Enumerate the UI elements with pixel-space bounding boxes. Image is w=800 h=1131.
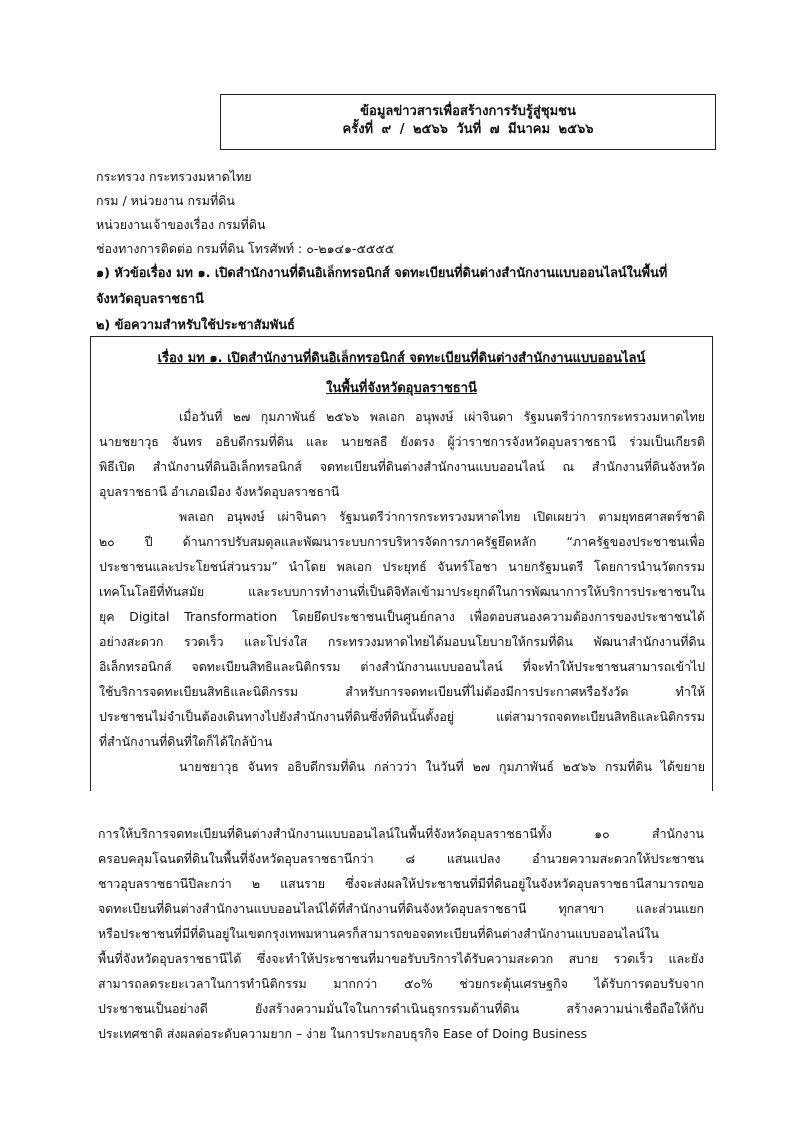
body-line: พื้นที่จังหวัดอุบลราชธานีได้ ซึ่งจะทำให้ประชาชนที่มาขอรับบริการได้รับความสะดวก สบาย รวดเร็ว และยัง bbox=[98, 951, 704, 966]
body-line: จดทะเบียนที่ดินต่างสำนักงานแบบออนไลน์ได้ที่สำนักงานที่ดินจังหวัดอุบลราชธานี ทุกสาขา และส่วนแยก bbox=[98, 901, 704, 916]
meta-ministry: กระทรวง กระทรวงมหาดไทย bbox=[96, 169, 252, 184]
body-line: ครอบคลุมโฉนดที่ดินในพื้นที่จังหวัดอุบลราชธานีกว่า ๘ แสนแปลง อำนวยความสะดวกให้ประชาชน bbox=[98, 851, 704, 866]
body-line: อุบลราชธานี อำเภอเมือง จังหวัดอุบลราชธานี bbox=[99, 484, 340, 499]
meta-department: กรม / หน่วยงาน กรมที่ดิน bbox=[96, 193, 235, 208]
pr-section-heading: ๒) ข้อความสำหรับใช้ประชาสัมพันธ์ bbox=[96, 318, 295, 333]
body-line: สามารถลดระยะเวลาในการทำนิติกรรม มากกว่า ๕๐% ช่วยกระตุ้นเศรษฐกิจ ได้รับการตอบรับจาก bbox=[98, 976, 704, 991]
pr-title: เรื่อง มท ๑. เปิดสำนักงานที่ดินอิเล็กทรอนิกส์ จดทะเบียนที่ดินต่างสำนักงานแบบออนไลน์ bbox=[157, 351, 646, 366]
body-line: เมื่อวันที่ ๒๗ กุมภาพันธ์ ๒๕๖๖ พลเอก อนุพงษ์ เผ่าจินดา รัฐมนตรีว่าการกระทรวงมหาดไทย bbox=[179, 409, 705, 424]
body-line: เทคโนโลยีที่ทันสมัย และระบบการทำงานที่เป็นดิจิทัลเข้ามาประยุกต์ในการพัฒนาการให้บริการประชาชนใน bbox=[99, 584, 705, 599]
body-line: นายชยาวุธ จันทร อธิบดีกรมที่ดิน กล่าวว่า ในวันที่ ๒๗ กุมภาพันธ์ ๒๕๖๖ กรมที่ดิน ได้ขยาย bbox=[179, 759, 705, 774]
body-line: การให้บริการจดทะเบียนที่ดินต่างสำนักงานแบบออนไลน์ในพื้นที่จังหวัดอุบลราชธานีทั้ง ๑๐ สำนักงาน bbox=[98, 826, 704, 841]
header-box bbox=[220, 94, 716, 150]
body-line: ยุค Digital Transformation โดยยึดประชาชนเป็นศูนย์กลาง เพื่อตอบสนองความต้องการของประชาชนได้ bbox=[99, 609, 705, 624]
body-line: ๒๐ ปี ด้านการปรับสมดุลและพัฒนาระบบการบริหารจัดการภาครัฐยึดหลัก “ภาครัฐของประชาชนเพื่อ bbox=[99, 534, 705, 549]
pr-text-box bbox=[90, 336, 713, 791]
body-line: พลเอก อนุพงษ์ เผ่าจินดา รัฐมนตรีว่าการกระทรวงมหาดไทย เปิดเผยว่า ตามยุทธศาสตร์ชาติ bbox=[179, 509, 705, 524]
meta-contact: ช่องทางการติดต่อ กรมที่ดิน โทรศัพท์ : ๐-๒๑๔๑-๕๕๕๕ bbox=[96, 241, 395, 256]
body-line: ประเทศชาติ ส่งผลต่อระดับความยาก – ง่าย ในการประกอบธุรกิจ Ease of Doing Business bbox=[98, 1026, 588, 1041]
body-line: ประชาชนและประโยชน์ส่วนรวม” นำโดย พลเอก ประยุทธ์ จันทร์โอชา นายกรัฐมนตรี โดยการนำนวัตกรรม bbox=[99, 559, 705, 574]
header-issue-date: ครั้งที่ ๙ / ๒๕๖๖ วันที่ ๗ มีนาคม ๒๕๖๖ bbox=[342, 122, 594, 137]
body-line: นายชยาวุธ จันทร อธิบดีกรมที่ดิน และ นายชลธี ยังตรง ผู้ว่าราชการจังหวัดอุบลราชธานี ร่วมเป็นเกียรติ bbox=[99, 434, 705, 449]
body-line: ที่สำนักงานที่ดินที่ใดก็ได้ใกล้บ้าน bbox=[99, 734, 273, 749]
header-title: ข้อมูลข่าวสารเพื่อสร้างการรับรู้สู่ชุมชน bbox=[360, 104, 576, 119]
topic-heading: ๑) หัวข้อเรื่อง มท ๑. เปิดสำนักงานที่ดินอิเล็กทรอนิกส์ จดทะเบียนที่ดินต่างสำนักงานแบบออนไลน์ในพื้นที่ bbox=[96, 266, 668, 281]
body-line: หรือประชาชนที่มีที่ดินอยู่ในเขตกรุงเทพมหานครก็สามารถขอจดทะเบียนที่ดินต่างสำนักงานแบบออนไลน์ใน bbox=[98, 926, 659, 941]
body-line: พิธีเปิด สำนักงานที่ดินอิเล็กทรอนิกส์ จดทะเบียนที่ดินต่างสำนักงานแบบออนไลน์ ณ สำนักงานที่ดินจังหวัด bbox=[99, 459, 705, 474]
body-line: อิเล็กทรอนิกส์ จดทะเบียนสิทธิและนิติกรรม ต่างสำนักงานแบบออนไลน์ ที่จะทำให้ประชาชนสามารถเข้าไป bbox=[99, 659, 705, 674]
topic-heading-cont: จังหวัดอุบลราชธานี bbox=[96, 292, 204, 307]
pr-title-cont: ในพื้นที่จังหวัดอุบลราชธานี bbox=[326, 381, 477, 396]
body-line: ใช้บริการจดทะเบียนสิทธิและนิติกรรม สำหรับการจดทะเบียนที่ไม่ต้องมีการประกาศหรือรังวัด ทำให้ bbox=[99, 684, 705, 699]
body-line: ประชาชนเป็นอย่างดี ยังสร้างความมั่นใจในการดำเนินธุรกรรมด้านที่ดิน สร้างความน่าเชื่อถือให้กับ bbox=[98, 1001, 704, 1016]
meta-owner: หน่วยงานเจ้าของเรื่อง กรมที่ดิน bbox=[96, 217, 266, 232]
body-line: ชาวอุบลราชธานีปีละกว่า ๒ แสนราย ซึ่งจะส่งผลให้ประชาชนที่มีที่ดินอยู่ในจังหวัดอุบลราชธานีสามารถขอ bbox=[98, 876, 704, 891]
body-line: อย่างสะดวก รวดเร็ว และโปร่งใส กระทรวงมหาดไทยได้มอบนโยบายให้กรมที่ดิน พัฒนาสำนักงานที่ดิน bbox=[99, 634, 705, 649]
body-line: ประชาชนไม่จำเป็นต้องเดินทางไปยังสำนักงานที่ดินซึ่งที่ดินนั้นตั้งอยู่ แต่สามารถจดทะเบียนสิทธิและนิติกรรม bbox=[99, 709, 705, 724]
